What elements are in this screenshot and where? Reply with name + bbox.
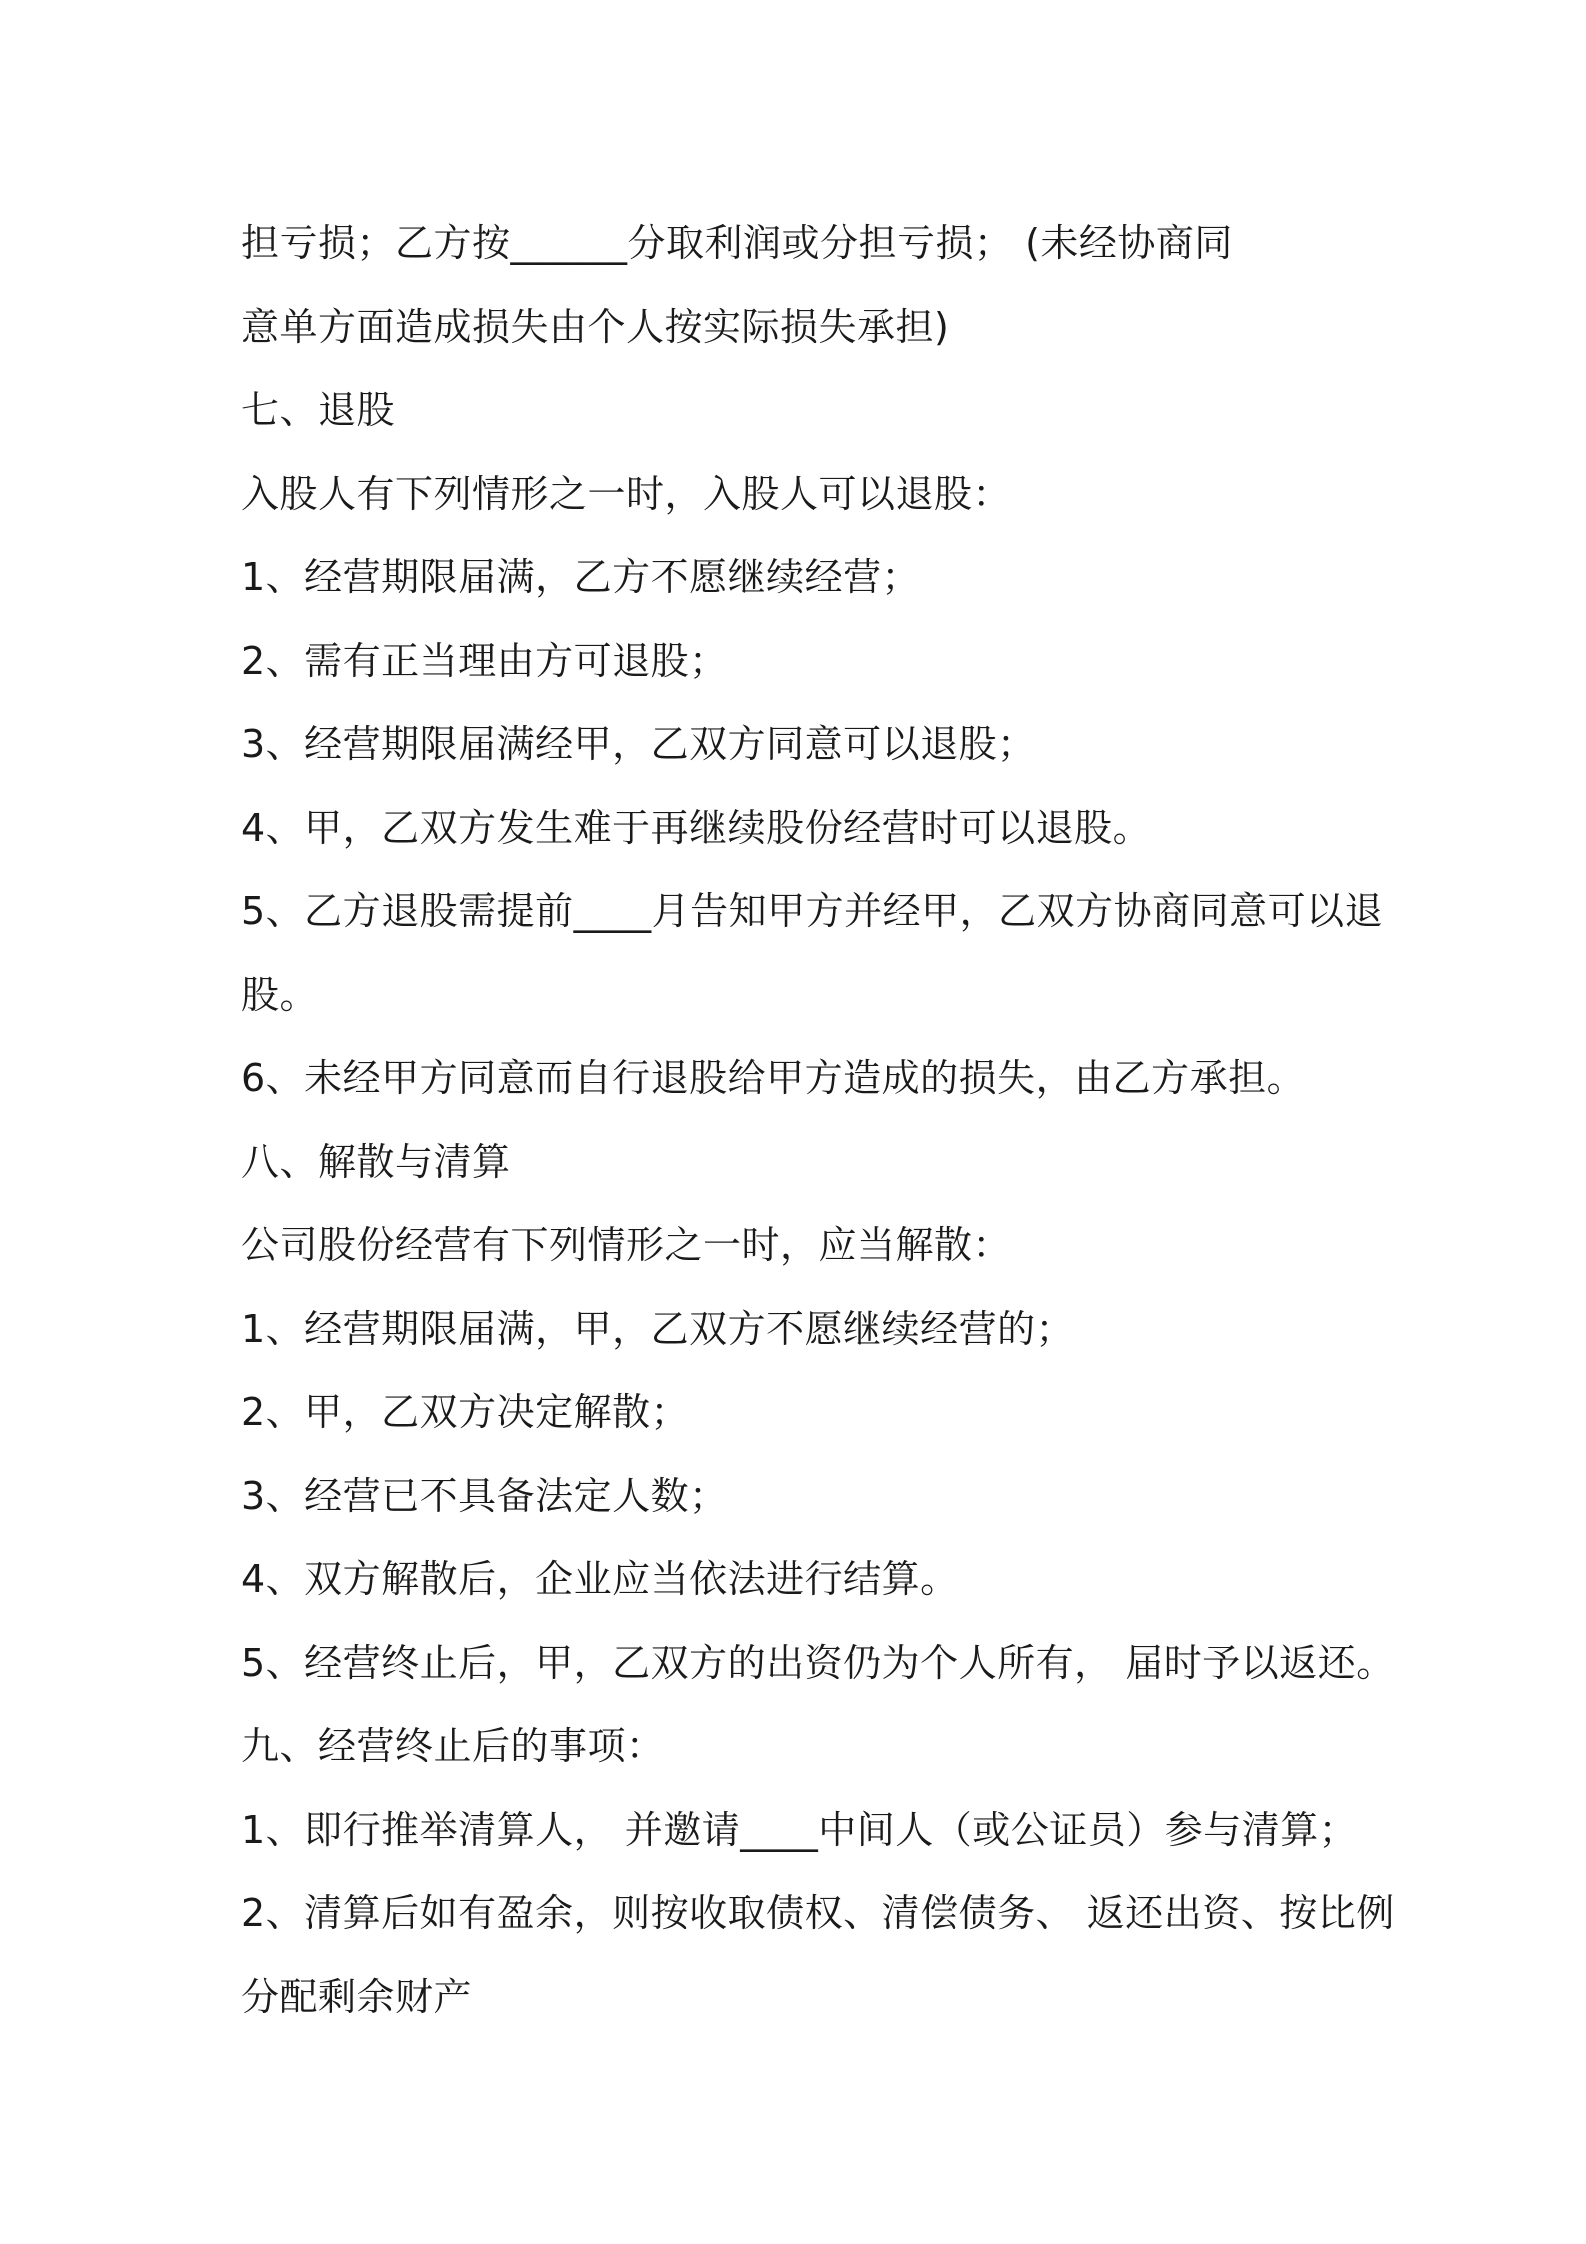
text-line: 分配剩余财产: [241, 1974, 473, 2019]
list-item: 5、乙方退股需提前____月告知甲方并经甲，乙双方协商同意可以退: [241, 889, 1384, 933]
section-heading: 九、经营终止后的事项：: [241, 1724, 665, 1768]
list-item: 5、经营终止后，甲，乙双方的出资仍为个人所有， 届时予以返还。: [241, 1640, 1395, 1685]
list-item: 2、甲，乙双方决定解散；: [241, 1390, 690, 1434]
paragraph-list: [241, 202, 1395, 2039]
text-line: 入股人有下列情形之一时，入股人可以退股：: [241, 471, 1012, 516]
list-item: 3、经营期限届满经甲，乙双方同意可以退股；: [241, 722, 1036, 766]
section-heading: 七、退股: [241, 388, 396, 432]
list-item: 2、清算后如有盈余，则按收取债权、清偿债务、 返还出资、按比例: [241, 1891, 1395, 1935]
list-item: 3、经营已不具备法定人数；: [241, 1473, 728, 1518]
list-item: 1、经营期限届满，乙方不愿继续经营；: [241, 555, 921, 599]
text-line: 担亏损；乙方按______分取利润或分担亏损； (未经协商同: [241, 221, 1233, 265]
list-item: 4、甲，乙双方发生难于再继续股份经营时可以退股。: [241, 805, 1152, 850]
text-line: 股。: [241, 972, 319, 1017]
list-item: 1、经营期限届满，甲，乙双方不愿继续经营的；: [241, 1306, 1075, 1351]
text-line: 公司股份经营有下列情形之一时，应当解散：: [241, 1223, 1012, 1267]
list-item: 2、需有正当理由方可退股；: [241, 638, 728, 683]
section-heading: 八、解散与清算: [241, 1139, 511, 1184]
text-line: 意单方面造成损失由个人按实际损失承担): [241, 304, 950, 349]
list-item: 6、未经甲方同意而自行退股给甲方造成的损失，由乙方承担。: [241, 1056, 1306, 1100]
list-item: 4、双方解散后，企业应当依法进行结算。: [241, 1557, 959, 1601]
list-item: 1、即行推举清算人， 并邀请____中间人（或公证员）参与清算；: [241, 1807, 1358, 1852]
